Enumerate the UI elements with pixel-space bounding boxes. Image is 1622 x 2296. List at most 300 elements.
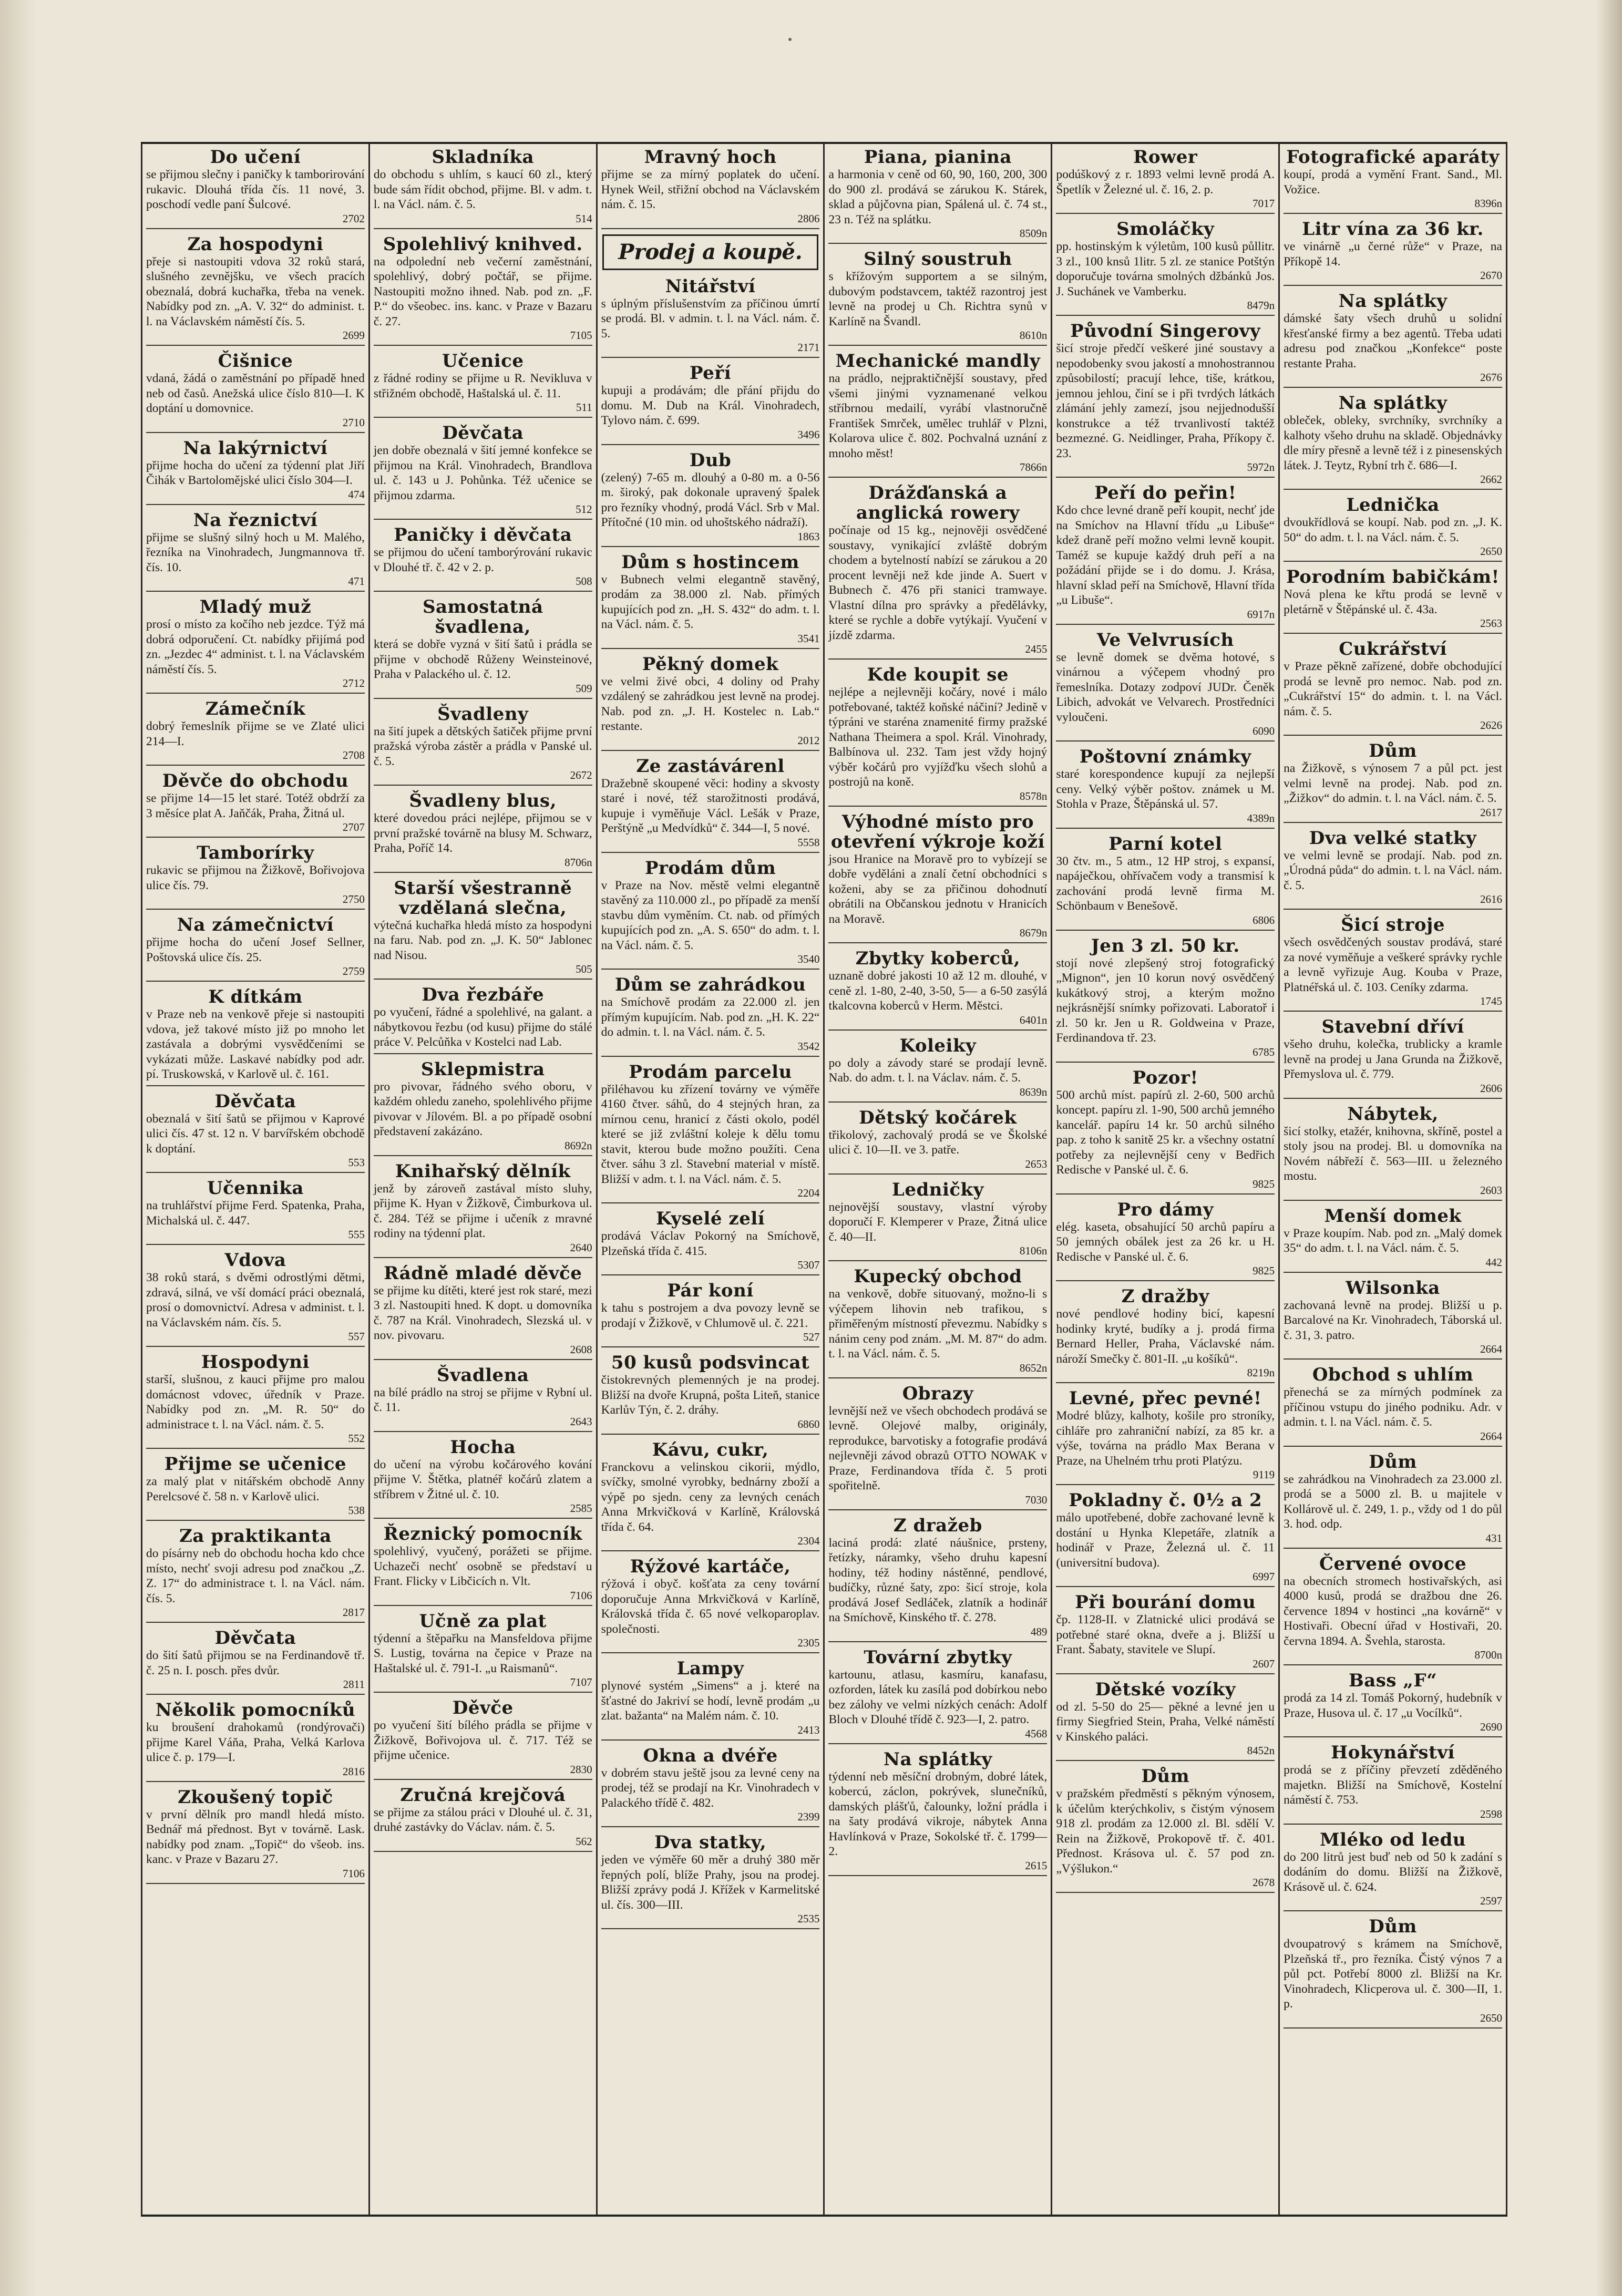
ad-title: Bass „F“ xyxy=(1348,1670,1438,1691)
ad-text: jenž by zároveň zastával místo sluhy, přijme K. Hyan v Žižkově, Čimburkova ul. č. 284. Též se přijme i učeník z mravné rodiny na týdenní plat. xyxy=(373,1181,592,1240)
ad-text: po doly a závody staré se prodají levně. Nab. do adm. t. l. na Václav. nám. č. 5. xyxy=(828,1056,1048,1085)
ad-title: Paničky i děvčata xyxy=(394,524,572,545)
ad-text: (zelený) 7-65 m. dlouhý a 0-80 m. a 0-56 m. široký, pak dokonale upravený špalek pro řezníky vhodný, prodá Václ. Srb v Mal. Přítočné (10 min. od uhoštského nádraží). xyxy=(601,470,820,529)
ad-text: 30 čtv. m., 5 atm., 12 HP stroj, s expansí, napáječkou, ohřívačem vody a transmisí k zachování prodá levně firma M. Schönbaum v Benešově. xyxy=(1056,854,1275,913)
ad-number: 8610n xyxy=(1019,329,1048,342)
classified-ad xyxy=(601,552,820,649)
ad-number: 1745 xyxy=(1480,995,1502,1007)
ad-text: týdenní a štěpařku na Mansfeldova přijme S. Lustig, továrna na čepice v Praze na Haštalské ul. č. 791-I. „u Raismanů“. xyxy=(373,1631,592,1675)
classified-ad xyxy=(1056,1068,1275,1195)
ad-text: v Praze neb na venkově přeje si nastoupiti vdova, jež takové místo již po mnoho let zastávala a dobrými vysvědčeními se vykázati může. Laskavé nabídky pod adr. pí. Truskowská, v Karlově ul. č. 161. xyxy=(146,1007,365,1081)
classified-ad xyxy=(146,1454,365,1521)
ad-number: 508 xyxy=(576,575,592,588)
ad-number: 2662 xyxy=(1480,473,1502,486)
ad-number: 552 xyxy=(348,1432,365,1445)
ad-title: Poštovní známky xyxy=(1079,746,1251,767)
column-1 xyxy=(141,144,370,2215)
classified-ad xyxy=(374,423,592,520)
ad-title: Smoláčky xyxy=(1116,219,1215,240)
classified-ad xyxy=(1056,747,1275,829)
ad-text: čistokrevných plemenných je na prodej. Bližší na dvoře Krupná, pošta Liteň, stanice Karlův Týn, č. 2. dráhy. xyxy=(601,1373,820,1417)
ad-number: 471 xyxy=(348,575,365,588)
ad-number: 2678 xyxy=(1253,1876,1275,1889)
ad-title: Dům xyxy=(1369,740,1417,761)
ad-title: Ledničky xyxy=(891,1179,984,1200)
ad-title: Tovární zbytky xyxy=(864,1646,1012,1668)
ad-number: 7030 xyxy=(1025,1493,1048,1506)
ad-title: Parní kotel xyxy=(1108,833,1223,854)
ad-title: Drážďanská a anglická rowery xyxy=(856,482,1020,523)
classified-ad xyxy=(1056,1200,1275,1282)
ad-title: Mechanické mandly xyxy=(835,351,1041,372)
ad-title: Peří xyxy=(690,363,732,384)
ad-title: Dětský kočárek xyxy=(859,1107,1017,1128)
classified-ad xyxy=(374,234,592,346)
classified-ad xyxy=(1056,1388,1275,1485)
classified-ad xyxy=(828,249,1047,346)
ad-title: Při bourání domu xyxy=(1075,1592,1256,1613)
ad-text: přijme hocha do učení Josef Sellner, Poštovská ulice čís. 25. xyxy=(146,935,365,964)
classified-ad xyxy=(374,351,592,418)
ad-text: na venkově, dobře situovaný, možno-li s výčepem lihovin neb trafikou, s přiměřeným místností převezmu. Nabídky s nánim ceny pod znám. „M. M. 87“ do adm. t. l. na Václ. nám. č. 5. xyxy=(828,1287,1048,1361)
ad-title: Švadleny xyxy=(437,703,529,725)
ad-number: 7107 xyxy=(570,1676,592,1688)
ad-number: 5307 xyxy=(797,1259,820,1271)
ad-text: pp. hostinským k výletům, 100 kusů půllitr. 3 zl., 100 knsů 1litr. 5 zl. ze stanice Potštýn doporučuje továrna smolných džbánků Jos. J. Suchánek ve Vamberku. xyxy=(1056,240,1275,298)
ad-number: 538 xyxy=(348,1504,365,1517)
classified-ad xyxy=(374,597,592,699)
ad-text: v první dělník pro mandl hledá místo. Bednář má přednost. Byt v továrně. Lask. nabídky pod znam. „Topič“ do všeob. ins. kanc. v Praze v Bazaru 27. xyxy=(146,1807,365,1866)
ad-number: 2690 xyxy=(1480,1721,1502,1733)
ad-title: Dům xyxy=(1369,1916,1417,1937)
ad-text: ve vinárně „u černé růže“ v Praze, na Příkopě 14. xyxy=(1284,240,1502,269)
ad-number: 474 xyxy=(348,488,365,501)
ad-text: z řádné rodiny se přijme u R. Nevikluva v střižném obchodě, Haštalská ul. č. 11. xyxy=(373,372,592,400)
classified-ad xyxy=(601,363,820,445)
ad-title: Děvčata xyxy=(442,423,524,444)
ad-number: 2615 xyxy=(1025,1859,1048,1872)
classified-ad xyxy=(374,1059,592,1156)
ad-text: Kdo chce levné draně peří koupit, nechť jde na Smíchov na Hlavní třídu „u Libuše“ kdež draně peří možno velmi levně koupit. Taméž se kupuje každý druh peří a na požádání přijde se i do domu. J. Krása, hlavní sklad peří na Smíchově, Hlavní třída „u Libuše“. xyxy=(1056,503,1275,607)
ad-text: na prádlo, nejpraktičnější soustavy, před všemi jinými vyznamenané velkou stříbrnou medailí, vyrábí vlastnoručně František Smrček, umělec truhlář v Plzni, Kolarova ulice č. 802. Pochvalná uznání z mnoho měst! xyxy=(828,372,1048,460)
ad-title: Dva velké statky xyxy=(1309,827,1477,849)
ad-text: ve velmi živé obci, 4 doliny od Prahy vzdálený se zahrádkou jest levně na prodej. Nab. pod zn. „J. H. Kostelec n. Lab.“ restante. xyxy=(601,674,820,733)
classified-ad xyxy=(601,1062,820,1204)
ad-text: na truhlářství přijme Ferd. Spatenka, Praha, Michalská ul. č. 447. xyxy=(146,1199,365,1228)
ad-title: Obchod s uhlím xyxy=(1312,1364,1474,1385)
ad-title: Výhodné místo pro otevření výkroje koží xyxy=(830,811,1045,852)
ad-text: obleček, obleky, svrchníky, svrchníky a kalhoty všeho druhu na skladě. Objednávky dle míry přesně a levně též i z pinesenských látek. J. Teytz, Rybní trh č. 686—I. xyxy=(1284,414,1502,472)
classified-ad xyxy=(146,915,365,982)
classified-ad xyxy=(1284,1830,1502,1912)
ad-number: 8700n xyxy=(1474,1649,1502,1661)
ad-text: prodá se z příčiny převzetí zděděného majetkn. Bližší na Smíchově, Kostelní náměstí č. 753. xyxy=(1284,1763,1502,1807)
classified-ad xyxy=(1284,1554,1502,1666)
classified-ad xyxy=(146,699,365,766)
ad-title: Starší všestranně vzdělaná slečna, xyxy=(394,877,572,919)
ad-title: Švadlena xyxy=(437,1364,529,1386)
ad-text: dobrý řemeslník přijme se ve Zlaté ulici 214—I. xyxy=(146,719,365,748)
ad-number: 2607 xyxy=(1253,1657,1275,1670)
ad-title: Dětské vozíky xyxy=(1095,1679,1236,1700)
ad-title: Kde koupit se xyxy=(867,664,1009,685)
ad-title: Děvče do obchodu xyxy=(162,770,349,791)
ad-number: 2617 xyxy=(1480,806,1502,819)
ad-title: Šicí stroje xyxy=(1341,914,1445,935)
classified-ad xyxy=(374,1611,592,1693)
ad-title: Dům xyxy=(1369,1451,1417,1473)
classified-ad xyxy=(1056,834,1275,931)
ad-title: Koleiky xyxy=(899,1035,977,1056)
ad-number: 2455 xyxy=(1025,643,1048,655)
ad-number: 2603 xyxy=(1480,1183,1502,1197)
ad-number: 557 xyxy=(348,1330,365,1343)
ad-text: zachovaná levně na prodej. Bližší u p. Barcalové na Kr. Vinohradech, Táborská ul. č. 31, 3. patro. xyxy=(1284,1298,1502,1342)
ad-number: 2708 xyxy=(342,749,365,761)
ad-title: Dva řezbáře xyxy=(422,984,545,1005)
ad-number: 3541 xyxy=(797,632,820,645)
ad-title: Piana, pianina xyxy=(864,147,1012,168)
ad-title: Učennika xyxy=(207,1178,304,1199)
ad-title: Švadleny blus, xyxy=(409,790,557,811)
classified-ad xyxy=(1056,1286,1275,1383)
ad-text: do učení na výrobu kočárového kování přijme V. Štětka, platnéř kočárů zlatem a stříbrem v Žitné ul. č. 10. xyxy=(373,1457,592,1501)
classified-ad xyxy=(601,1832,820,1929)
classified-ad xyxy=(601,1746,820,1828)
classified-ad xyxy=(601,975,820,1057)
ad-text: podúškový z r. 1893 velmi levně prodá A. Špetlík v Železné ul. č. 16, 2. p. xyxy=(1056,168,1275,197)
ad-title: Prodám dům xyxy=(644,857,776,879)
ad-number: 8639n xyxy=(1019,1085,1048,1098)
ad-number: 6806 xyxy=(1253,913,1275,926)
classified-ad xyxy=(1284,219,1502,286)
classified-ad xyxy=(146,147,365,229)
ad-text: vdaná, žádá o zaměstnání po případě hned neb od časů. Anežská ulice číslo 810—I. K doptání u domovnice. xyxy=(146,372,365,415)
ad-text: po vyučení, řádné a spolehlivé, na galant. a nábytkovou řezbu (od kusu) přijme do stálé práce V. Pelcůňka v Kostelci nad Lab. xyxy=(373,1005,592,1049)
ad-title: Cukrářství xyxy=(1339,639,1447,660)
ad-number: 8706n xyxy=(564,856,592,869)
ad-title: Lednička xyxy=(1346,495,1440,516)
ad-title: Za praktikanta xyxy=(179,1526,332,1547)
ad-number: 2676 xyxy=(1480,371,1502,384)
ad-number: 2171 xyxy=(797,341,820,354)
classified-ad xyxy=(1284,741,1502,823)
ad-text: do obchodu s uhlím, s kaucí 60 zl., který bude sám řídit obchod, přijme. Bl. v adm. t. l. na Václ. nám. č. 5. xyxy=(373,168,592,211)
ad-text: po vyučení šití bílého prádla se přijme v Žižkově, Bořivojova ul. č. 717. Též se přijme učenice. xyxy=(373,1718,592,1762)
ad-title: Za hospodyni xyxy=(187,233,324,255)
classified-ad xyxy=(601,654,820,751)
ad-number: 442 xyxy=(1485,1255,1502,1269)
ad-title: Ze zastávárenl xyxy=(636,755,785,777)
ad-title: Zkoušený topič xyxy=(178,1786,333,1808)
ad-number: 2811 xyxy=(343,1678,365,1691)
classified-ad xyxy=(1284,291,1502,388)
ad-title: Dům se zahrádkou xyxy=(614,974,806,995)
classified-ad xyxy=(601,756,820,853)
ad-number: 6090 xyxy=(1253,725,1275,737)
ad-text: prosí o místo za kočího neb jezdce. Týž má dobrá odporučení. Ct. nabídky přijímá pod zn. „Jezdec 4“ administ. t. l. na Václavském náměstí čís. 5. xyxy=(146,617,365,676)
ad-text: do 200 litrů jest buď neb od 50 k zadání s dodáním do domu. Bližší na Žižkově, Krásově ul. č. 624. xyxy=(1284,1850,1502,1894)
ad-number: 514 xyxy=(576,212,592,225)
ad-text: pro pivovar, řádného svého oboru, v každém ohledu zaneho, spolehlivého přijme pivovar v Jílovém. Bl. a po případě osobní představení zakázáno. xyxy=(373,1079,592,1138)
ad-title: 50 kusů podsvincat xyxy=(611,1352,810,1373)
ad-number: 2598 xyxy=(1480,1807,1502,1820)
ad-text: v dobrém stavu ještě jsou za levné ceny na prodej, též se prodají na Kr. Vinohradech v Palackého třídě č. 482. xyxy=(601,1766,820,1810)
ad-number: 8479n xyxy=(1247,299,1275,312)
ad-number: 9825 xyxy=(1253,1264,1275,1277)
ad-title: Řeznický pomocník xyxy=(383,1523,582,1545)
ad-number: 4568 xyxy=(1025,1727,1048,1740)
ad-number: 512 xyxy=(576,503,592,516)
ad-text: jsou Hranice na Moravě pro to vybízejí se dobře vyděláni a znalí četní obchodníci s koženi, aby se za přičinou dohodnutí obrátili na Občanskou jednotu v Hranicích na Moravě. xyxy=(828,852,1048,926)
ad-number: 505 xyxy=(576,963,592,975)
classified-ad xyxy=(828,812,1047,944)
ad-text: přeje si nastoupiti vdova 32 roků stará, slušného zevnějšku, ve všech pracích obeznalá, dobrá kuchařka, třeba na venek. Nabídky pod zn. „A. V. 32“ do administ. t. l. na Václavském náměstí čís. 5. xyxy=(146,254,365,328)
ad-text: starší, slušnou, z kauci přijme pro malou domácnost vdovec, úředník v Praze. Nabídky pod zn. „M. R. 50“ do administrace t. l. na Václ. nám. č. 5. xyxy=(146,1373,365,1432)
classified-ad xyxy=(601,1440,820,1552)
ad-number: 8452n xyxy=(1247,1744,1275,1757)
ad-number: 2664 xyxy=(1480,1343,1502,1355)
classified-ad xyxy=(374,878,592,980)
classified-ad xyxy=(828,1648,1047,1744)
classified-ad xyxy=(828,147,1047,244)
ad-number: 2653 xyxy=(1025,1157,1048,1170)
ad-text: dvoukřídlová se koupí. Nab. pod zn. „J. K. 50“ do adm. t. l. na Václ. nám. č. 5. xyxy=(1284,516,1502,544)
ad-number: 2712 xyxy=(342,677,365,689)
ad-text: které dovedou práci nejlépe, přijmou se v první pražské továrně na blusy M. Schwarz, Praha, Poříč 14. xyxy=(373,811,592,855)
ad-text: ku broušení drahokamů (rondýrovači) přijme Karel Váňa, Praha, Velká Karlova ulice č. p. 179—I. xyxy=(146,1721,365,1764)
classified-ad xyxy=(601,1353,820,1435)
classified-columns xyxy=(141,142,1507,2217)
ad-text: všech osvědčených soustav prodává, staré za nové vyměňuje a veškeré správky rychle a levně vyřizuje Aug. Kouba v Praze, Platnéřská ul. č. 103. Ceníky zdarma. xyxy=(1284,935,1502,994)
classified-ad xyxy=(1056,630,1275,742)
ad-title: Zámečník xyxy=(205,698,306,719)
ad-title: Nitářství xyxy=(665,275,756,297)
ad-text: šicí stroje předčí veškeré jiné soustavy a nepodobenky svou jakostí a mnohostrannou způsobilostí; pracují lehce, tiše, krátkou, jemnou jehlou, činí se i při tvrdých látkách zlámání jehly zamezí, jsou nejjednodušší konstrukce a též trvanlivostí taktéž bezmezné. G. Neidlinger, Praha, Příkopy č. 23. xyxy=(1056,342,1275,460)
ad-number: 562 xyxy=(576,1835,592,1848)
ad-number: 8106n xyxy=(1019,1244,1048,1257)
ad-number: 2204 xyxy=(797,1187,820,1199)
classified-ad xyxy=(1056,219,1275,316)
ad-number: 2710 xyxy=(342,416,365,429)
ad-number: 2640 xyxy=(570,1241,592,1254)
ad-text: uznaně dobré jakosti 10 až 12 m. dlouhé, v ceně zl. 1-80, 2-40, 3-50, 5— a 6-50 zasýlá tkalcovna koberců v Herm. Městci. xyxy=(828,969,1048,1013)
ad-text: nové pendlové hodiny bicí, kapesní hodinky kryté, budíky a j. prodá firma Bernard Heller, Praha, Václavské nám. nároží Smečky č. 801-II. „u košíků“. xyxy=(1056,1307,1275,1366)
classified-ad xyxy=(374,704,592,786)
ad-text: nejnovější soustavy, vlastní výroby doporučí F. Klemperer v Praze, Žitná ulice č. 40—II. xyxy=(828,1200,1048,1244)
ad-number: 6860 xyxy=(797,1417,820,1430)
ad-number: 2664 xyxy=(1480,1429,1502,1443)
classified-ad xyxy=(146,1092,365,1173)
ad-text: spolehlivý, vyučený, porážeti se přijme. Uchazeči nechť osobně se představí u Frant. Flicky v Libčicích n. Vlt. xyxy=(373,1545,592,1588)
ad-title: Hospodyni xyxy=(201,1352,310,1373)
ad-title: Rádně mladé děvče xyxy=(384,1262,582,1284)
ad-number: 553 xyxy=(348,1156,365,1169)
classified-ad xyxy=(601,276,820,358)
ad-title: Kávu, cukr, xyxy=(652,1439,769,1460)
ad-number: 2643 xyxy=(570,1415,592,1428)
ad-title: Kyselé zelí xyxy=(655,1208,765,1229)
ad-title: Dub xyxy=(689,449,732,471)
ad-text: která se dobře vyzná v šití šatů i prádla se přijme v obchodě Růženy Weinsteinové, Praha v Palackého ul. č. 12. xyxy=(373,637,592,681)
ad-text: 500 archů míst. papírů zl. 2-60, 500 archů koncept. papíru zl. 1-90, 500 archů jemného kancelář. papíru 14 kr. 50 archů silného pap. z toho k sanitě 25 kr. a všechny ostatní potřeby za nejlevnější ceny v Bedřich Redische v Panské ul. č. 6. xyxy=(1056,1088,1275,1177)
ad-text: Modré blůzy, kalhoty, košile pro stroníky, cihláře pro zahraniční nabízí, za 85 kr. a výše, továrna na prádlo Max Berana v Praze, na Uhelném trhu proti Platýzu. xyxy=(1056,1409,1275,1468)
ad-title: Skladníka xyxy=(432,147,535,168)
ad-text: v pražském předměstí s pěkným výnosem, k účelům kterýchkoliv, s čistým výnosem 918 zl. prodám za 12.000 zl. Bl. sdělí V. Rein na Žižkově, Prokopově tř. č. 401. Přednost. Krásova ul. č. 57 pod zn. „Výšlukon.“ xyxy=(1056,1787,1275,1876)
ad-text: elég. kaseta, obsahující 50 archů papíru a 50 jemných obálek jest za 26 kr. u H. Redische v Panské ul. č. 6. xyxy=(1056,1220,1275,1264)
ad-number: 2616 xyxy=(1480,893,1502,905)
ad-text: na obecních stromech hostivařských, asi 4000 kusů, prodá se dražbou dne 26. července 1894 v hostinci „na kovárně“ v Hostivaři. Obecní úřad v Hostivaři, 20. června 1894. A. Švehla, starosta. xyxy=(1284,1574,1502,1648)
ad-number: 2597 xyxy=(1480,1895,1502,1907)
ad-text: nejlépe a nejlevněji kočáry, nové i málo potřebované, taktéž koňské náčiní? Jedině v týpráni ve staréna znamenité firmy pražské Nathana Theimera a spol. Král. Vinohrady, Balbínova ul. 232. Tam jest vždy hojný výběr kočárů pro vyjížďku všech slohů a postrojů na koně. xyxy=(828,685,1048,789)
classified-ad xyxy=(1056,1592,1275,1674)
ad-title: Zbytky koberců, xyxy=(855,948,1021,969)
ad-title: Z dražby xyxy=(1121,1286,1209,1307)
ad-number: 8652n xyxy=(1019,1361,1048,1374)
ad-title: Obrazy xyxy=(902,1383,974,1404)
ad-title: Na lakýrnictví xyxy=(183,437,328,459)
ad-title: Prodám parcelu xyxy=(629,1061,792,1083)
ad-number: 3542 xyxy=(797,1039,820,1053)
classified-ad xyxy=(374,147,592,229)
ad-text: jeden ve výměře 60 měr a druhý 380 měr řepných polí, blíže Prahy, jsou na prodej. Bližší zprávy podá J. Křížek v Karmelitské ul. čís. 300—III. xyxy=(601,1853,820,1912)
ad-title: Pár koní xyxy=(667,1280,754,1301)
ad-title: Čišnice xyxy=(218,351,293,372)
ad-number: 6997 xyxy=(1253,1570,1275,1583)
ad-number: 2699 xyxy=(342,329,365,342)
ad-number: 2012 xyxy=(797,734,820,747)
classified-ad xyxy=(1056,483,1275,625)
ad-title: Děvče xyxy=(452,1697,514,1718)
ad-text: se levně domek se dvěma hotové, s vinárnou a výčepem vhodný pro řemeslníka. Dotazy zodpoví JUDr. Čeněk Libich, advokát ve Velvarech. Prostředníci vyloučeni. xyxy=(1056,650,1275,724)
ad-number: 3540 xyxy=(797,953,820,965)
ad-title: K dítkám xyxy=(208,986,303,1007)
ad-title: Mravný hoch xyxy=(644,147,777,168)
classified-ad xyxy=(1284,1917,1502,2029)
ad-title: Vdova xyxy=(224,1250,286,1271)
ad-text: rukavic se přijmou na Žižkově, Bořivojova ulice čís. 79. xyxy=(146,863,365,892)
ad-text: Nová plena ke křtu prodá se levně v pletárně v Štěpánské ul. č. 43a. xyxy=(1284,588,1502,616)
classified-ad xyxy=(1284,393,1502,490)
classified-ad xyxy=(828,1267,1047,1378)
ad-text: na Smíchově prodám za 22.000 zl. jen přímým kupujícím. Nab. pod zn. „H. K. 22“ do admin. t. l. na Václ. nám. č. 5. xyxy=(601,995,820,1039)
ad-number: 2606 xyxy=(1480,1082,1502,1095)
ad-title: Fotografické aparáty xyxy=(1286,147,1500,168)
classified-ad xyxy=(374,1365,592,1432)
ad-title: Pokladny č. 0½ a 2 xyxy=(1069,1490,1262,1511)
classified-ad xyxy=(828,665,1047,807)
ad-title: Rower xyxy=(1133,147,1198,168)
ad-title: Děvčata xyxy=(214,1628,296,1649)
ad-text: plynové systém „Simens“ a j. které na šťastné do Jakriví se hodí, levně prodám „u zlat. bažanta“ na Malém nám. č. 10. xyxy=(601,1679,820,1723)
ad-text: prodá za 14 zl. Tomáš Pokorný, hudebník v Praze, Husova ul. č. 17 „u Vocílků“. xyxy=(1284,1691,1502,1720)
ad-number: 8219n xyxy=(1247,1366,1275,1379)
ad-text: se přijmou slečny i paničky k tamborirování rukavic. Dlouhá třída čís. 11 nové, 3. poschodí vedle paní Šulcové. xyxy=(146,168,365,211)
classified-ad xyxy=(601,1557,820,1653)
classified-ad xyxy=(828,483,1047,660)
ad-title: Hokynářství xyxy=(1331,1742,1455,1763)
ad-number: 7017 xyxy=(1253,197,1275,210)
ad-number: 7866n xyxy=(1019,461,1048,473)
ad-number: 2702 xyxy=(342,212,365,225)
section-heading: Prodej a koupě. xyxy=(602,234,819,270)
ad-text: s křížovým supportem a se silným, dubovým podstavcem, taktéž razontroj jest levně na prodej u Ch. Richtra synů v Karlíně na Švandl. xyxy=(828,270,1048,328)
ad-number: 431 xyxy=(1485,1531,1502,1545)
ad-text: staré korespondence kupují za nejlepší ceny. Velký výběr poštov. známek u M. Stohla v Praze, Štěpánská ul. 57. xyxy=(1056,767,1275,811)
column-3 xyxy=(598,144,825,2215)
ad-number: 489 xyxy=(1030,1625,1048,1638)
ad-text: přijme hocha do učení za týdenní plat Jiří Čihák v Bartolomějské ulici číslo 304—I. xyxy=(146,458,365,487)
ad-title: Zručná krejčová xyxy=(400,1784,566,1806)
ad-title: Litr vína za 36 kr. xyxy=(1302,219,1484,240)
ad-text: kartounu, atlasu, kasmíru, kanafasu, ozforden, látek ku zasílá pod dobírkou nebo bez zálohy ve velmi nízkých cenách: Adolf Bloch v Dlouhé třídě č. 923—I, 2. patro. xyxy=(828,1667,1048,1726)
column-2 xyxy=(370,144,598,2215)
classified-ad xyxy=(601,1659,820,1741)
classified-ad xyxy=(1284,915,1502,1012)
ad-title: Rýžové kartáče, xyxy=(630,1556,791,1577)
ad-text: přiléhavou ku zřízení továrny ve výměře 4160 čtver. sáhů, do 4 stejných hran, za mírnou cenu, hranicí z části okolo, podél které se již zvláštní koleje k dělu tomu stavit, kterou bude možno použíti. Cena čtver. sáhu 3 zl. Stavební material v místě. Bližší v adm. t. l. na Václ. nám. č. 5. xyxy=(601,1082,820,1186)
ad-number: 2650 xyxy=(1480,2011,1502,2024)
ad-number: 7105 xyxy=(570,329,592,342)
ad-number: 9825 xyxy=(1253,1177,1275,1190)
classified-ad xyxy=(601,1209,820,1275)
ad-text: na bílé prádlo na stroj se přijme v Rybní ul. č. 11. xyxy=(373,1385,592,1414)
ad-title: Tamborírky xyxy=(197,842,314,863)
ad-text: do písárny neb do obchodu hocha kdo chce místo, nechť svoji adresu pod značkou „Z. Z. 17“ do administrace t. l. na Václ. nám. čís. 5. xyxy=(146,1547,365,1605)
ad-text: v Praze koupím. Nab. pod zn. „Malý domek 35“ do adm. t. l. na Václ. nám. č. 5. xyxy=(1284,1226,1502,1255)
ad-text: za malý plat v nitářském obchodě Anny Perelcsové č. 58 n. v Karlově ulici. xyxy=(146,1475,365,1504)
classified-ad xyxy=(1284,1365,1502,1447)
ad-title: Na řeznictví xyxy=(193,509,318,531)
ad-title: Peří do peřin! xyxy=(1094,482,1237,503)
ad-title: Učenice xyxy=(442,351,524,372)
ad-number: 5972n xyxy=(1247,461,1275,473)
ad-title: Dva statky, xyxy=(654,1832,767,1853)
ad-text: v Bubnech velmi elegantně stavěný, prodám za 38.000 zl. Nab. přímých kupujících pod zn. „H. S. 432“ do adm. t. l. na Václ. nám. č. 5. xyxy=(601,572,820,631)
classified-ad xyxy=(601,450,820,547)
ad-number: 3496 xyxy=(797,428,820,441)
ad-text: Dražebně skoupené věci: hodiny a skvosty staré i nové, též starožitnosti prodává, kupuje i vyměňuje Václ. Lešák v Praze, Perštýně „u Medvídků“ č. 344—I, 5 nové. xyxy=(601,776,820,835)
classified-ad xyxy=(1284,1743,1502,1825)
ad-text: dámské šaty všech druhů u solidní křesťanské firmy a bez agentů. Třeba udati adresu pod značkou „Konfekce“ poste restante Praha. xyxy=(1284,312,1502,370)
ad-text: levnější než ve všech obchodech prodává se levně. Olejové malby, originály, reprodukce, barvotisky a fotografie prodává nejlevněji závod obrazů OTTO NOWAK v Praze, Ferdinandova třída č. 5 proti spořitelně. xyxy=(828,1404,1048,1492)
ad-text: ve velmi levně se prodají. Nab. pod zn. „Úrodná půda“ do admin. t. l. na Václ. nám. č. 5. xyxy=(1284,848,1502,892)
ad-number: 555 xyxy=(348,1228,365,1241)
ad-number: 2707 xyxy=(342,821,365,833)
classified-ad xyxy=(374,791,592,873)
classified-ad xyxy=(1284,1671,1502,1737)
ad-text: v Praze pěkně zařízené, dobře obchodující prodá se levně pro nemoc. Nab. pod zn. „Cukrářství 15“ do admin. t. l. na Václ. nám. č. 5. xyxy=(1284,660,1502,718)
ad-number: 2563 xyxy=(1480,617,1502,630)
ad-number: 527 xyxy=(803,1331,820,1343)
classified-ad xyxy=(1284,828,1502,910)
ad-number: 1863 xyxy=(797,530,820,543)
classified-ad xyxy=(828,1108,1047,1175)
ad-text: do šití šatů přijmou se na Ferdinandově tř. č. 25 n. I. posch. přes dvůr. xyxy=(146,1649,365,1677)
ad-title: Kupecký obchod xyxy=(854,1266,1022,1287)
classified-ad xyxy=(146,1250,365,1347)
classified-ad xyxy=(146,1352,365,1449)
ad-text: se přijme 14—15 let staré. Totéž obdrží za 3 měsíce plat A. Jaňčák, Praha, Žitná ul. xyxy=(146,791,365,820)
ad-title: Samostatná švadlena, xyxy=(422,596,543,637)
classified-ad xyxy=(146,510,365,592)
ad-text: přijme se slušný silný hoch u M. Malého, řezníka na Vinohradech, Jungmannova tř. čís. 10. xyxy=(146,530,365,574)
ad-text: s úplným příslušenstvím za příčinou úmrtí se prodá. Bl. v admin. t. l. na Václ. nám. č. 5. xyxy=(601,296,820,341)
ad-title: Wilsonka xyxy=(1346,1277,1440,1299)
classified-ad xyxy=(146,771,365,838)
classified-ad xyxy=(1284,567,1502,634)
ad-text: čp. 1128-II. v Zlatnické ulici prodává se potřebné staré okna, dveře a j. Bližší u Frant. Šabaty, stavitele ve Slupí. xyxy=(1056,1613,1275,1656)
